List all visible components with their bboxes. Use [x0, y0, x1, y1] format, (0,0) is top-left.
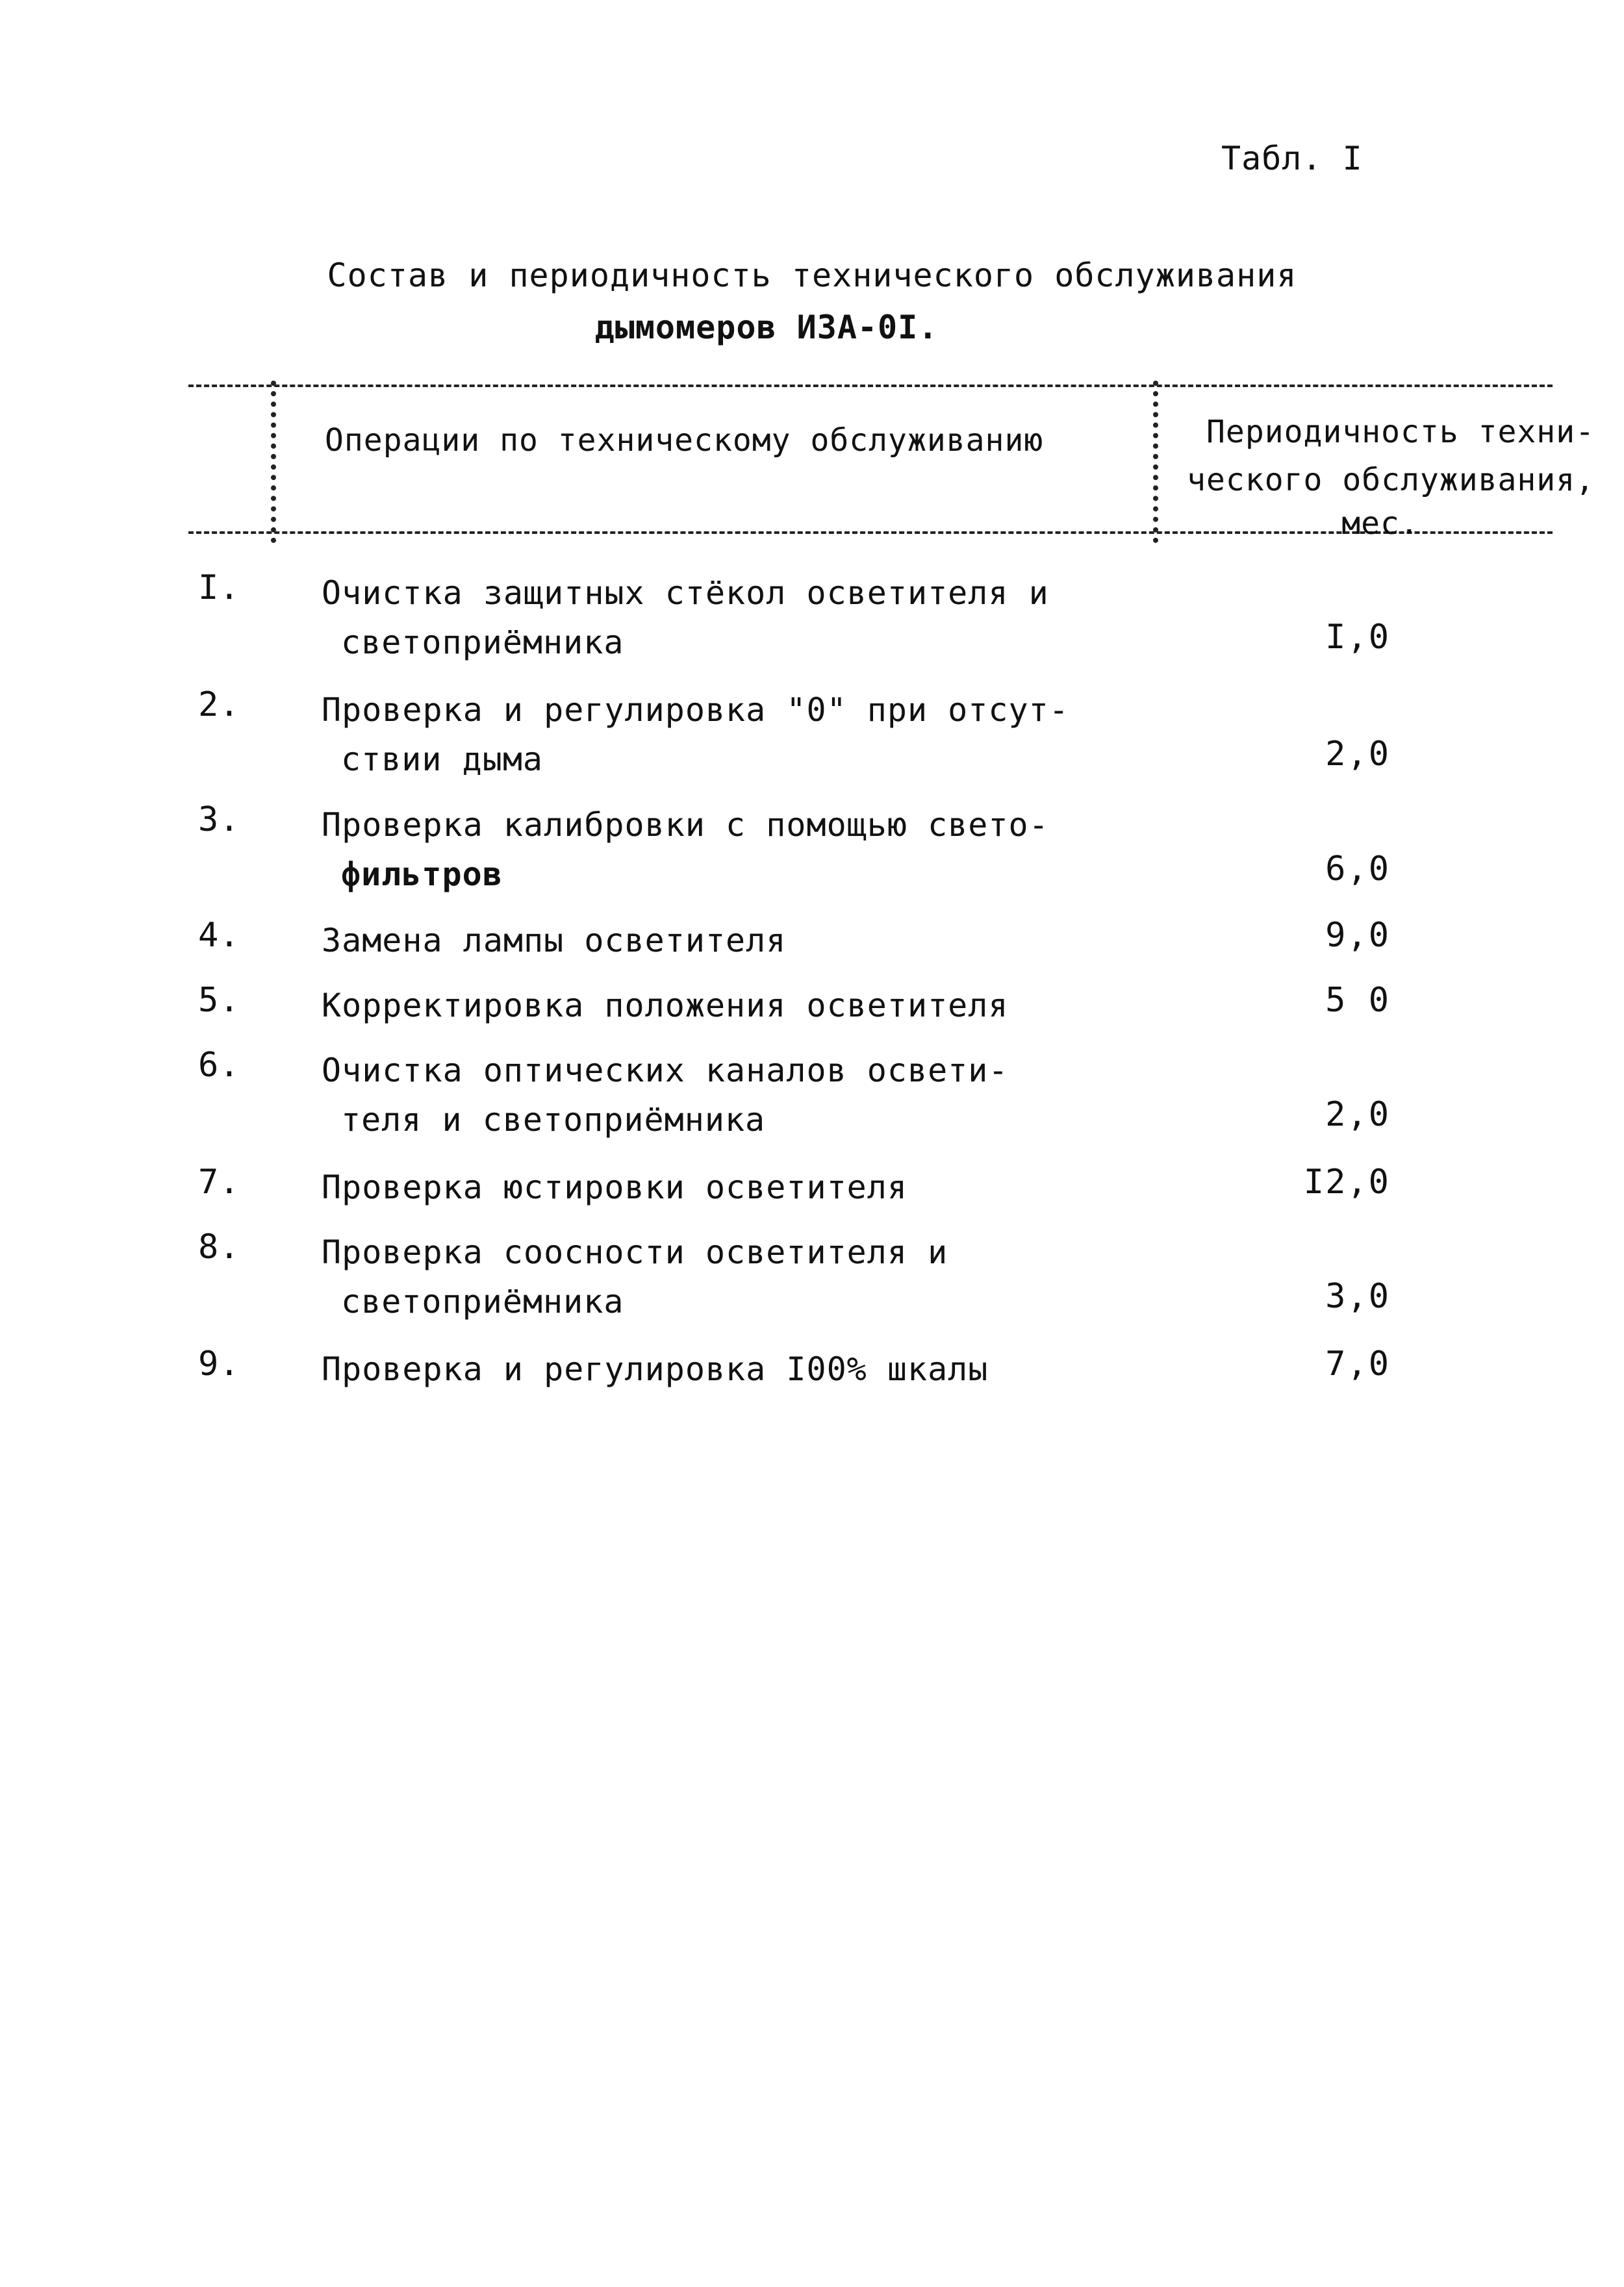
row-period: I2,0: [1303, 1163, 1390, 1202]
row-period: 6,0: [1325, 850, 1390, 889]
row-operation: [322, 800, 1166, 899]
row-period: 7,0: [1325, 1345, 1390, 1384]
column-header-periodicity: [1166, 408, 1595, 543]
row-operation-line: Проверка юстировки осветителя: [322, 1169, 907, 1206]
row-period: 9,0: [1325, 916, 1390, 955]
row-operation: [322, 685, 1166, 784]
row-operation-line: Проверка соосности осветителя и: [322, 1233, 948, 1271]
row-operation: [322, 981, 1166, 1030]
column-divider-left: [271, 381, 276, 543]
row-number: 9.: [198, 1345, 240, 1384]
row-number: 2.: [198, 685, 240, 724]
column-divider-right: [1153, 381, 1158, 543]
table-title-line-2: дымомеров ИЗА-0I.: [594, 309, 939, 346]
row-period: 3,0: [1325, 1277, 1390, 1316]
row-period: 5 0: [1325, 981, 1390, 1020]
row-operation-line: светоприёмника: [341, 1283, 624, 1320]
table-reference: Табл. I: [1221, 140, 1363, 177]
row-operation-line: фильтров: [341, 855, 503, 893]
row-number: 6.: [198, 1046, 240, 1085]
row-period: 2,0: [1325, 1095, 1390, 1134]
row-period: 2,0: [1325, 735, 1390, 774]
row-operation-line: Проверка и регулировка "0" при отсут-: [322, 691, 1069, 729]
column-header-periodicity-unit: мес.: [1341, 505, 1419, 542]
table-title-line-1: Состав и периодичность технического обслуживания: [327, 257, 1297, 294]
row-operation-line: Очистка защитных стёкол осветителя и: [322, 574, 1049, 612]
column-header-periodicity-line-1: Периодичность техни-: [1206, 414, 1595, 450]
row-operation: [322, 568, 1166, 667]
row-number: 8.: [198, 1228, 240, 1267]
row-number: 4.: [198, 916, 240, 955]
row-number: 5.: [198, 981, 240, 1020]
row-number: I.: [198, 568, 240, 607]
row-operation-line: светоприёмника: [341, 624, 624, 661]
row-operation: [322, 1163, 1166, 1212]
row-operation-line: ствии дыма: [341, 740, 544, 778]
row-operation: [322, 1345, 1166, 1394]
row-period: I,0: [1325, 618, 1390, 657]
row-operation-line: Замена лампы осветителя: [322, 922, 787, 959]
row-operation-line: Корректировка положения осветителя: [322, 987, 1009, 1024]
column-header-periodicity-line-2: ческого обслуживания,: [1187, 462, 1595, 498]
row-operation-line: Проверка и регулировка I00% шкалы: [322, 1350, 989, 1388]
row-number: 3.: [198, 800, 240, 839]
row-operation: [322, 1228, 1166, 1326]
row-operation: [322, 916, 1166, 965]
row-operation-line: Очистка оптических каналов освети-: [322, 1052, 1009, 1089]
table-top-rule: [188, 385, 1553, 387]
row-number: 7.: [198, 1163, 240, 1202]
row-operation: [322, 1046, 1166, 1144]
column-header-operations: Операции по техническому обслуживанию: [325, 422, 1044, 459]
row-operation-line: теля и светоприёмника: [341, 1101, 766, 1139]
row-operation-line: Проверка калибровки с помощью свето-: [322, 806, 1049, 844]
